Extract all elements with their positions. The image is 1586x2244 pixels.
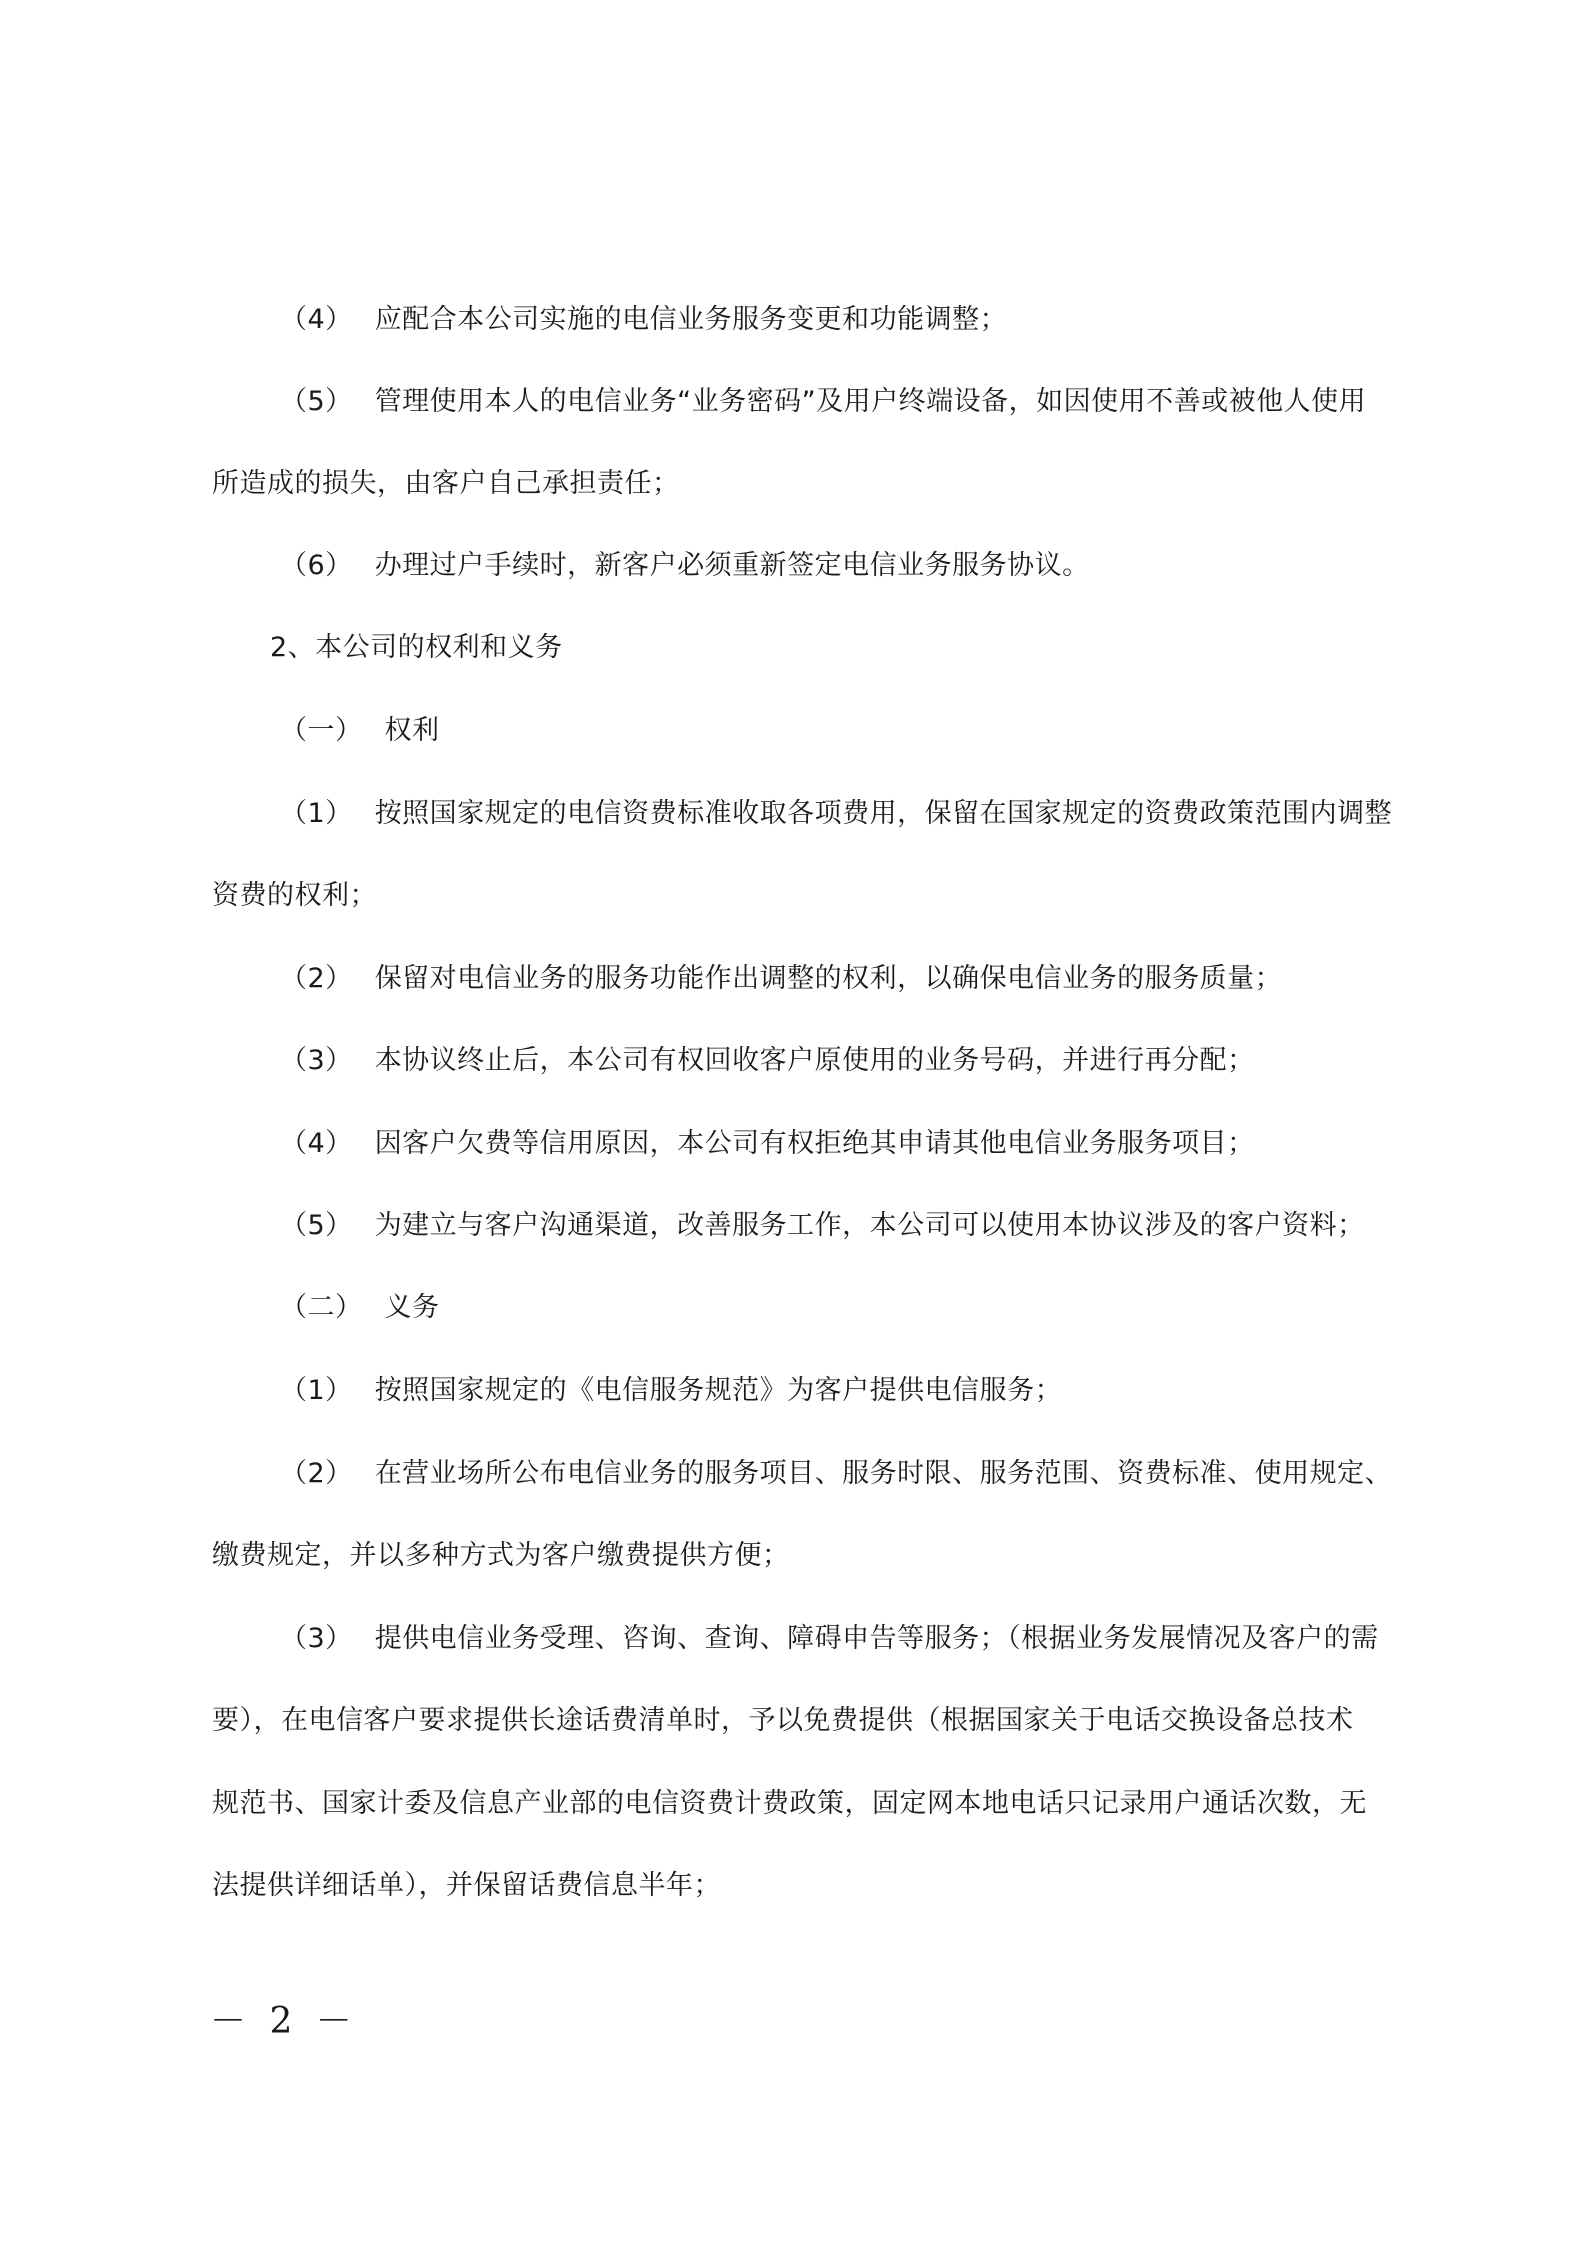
paragraph-continuation (212, 1868, 721, 1904)
paragraph-continuation (212, 1703, 1354, 1739)
item-text: 保留对电信业务的服务功能作出调整的权利，以确保电信业务的服务质量； (374, 963, 1283, 994)
item-text: 按照国家规定的电信资费标准收取各项费用，保留在国家规定的资费政策范围内调整 (374, 798, 1393, 829)
item-text: 管理使用本人的电信业务“业务密码”及用户终端设备，如因使用不善或被他人使用 (374, 386, 1367, 417)
page-number: － 2 － (210, 2001, 358, 2042)
paragraph-line (280, 1456, 1392, 1492)
item-text: 为建立与客户沟通渠道，改善服务工作，本公司可以使用本协议涉及的客户资料； (374, 1210, 1365, 1241)
item-number: （3） (280, 1623, 353, 1654)
item-number: （4） (280, 1128, 353, 1159)
item-text: 所造成的损失，由客户自己承担责任； (212, 468, 680, 499)
item-text: 提供电信业务受理、咨询、查询、障碍申告等服务；（根据业务发展情况及客户的需 (374, 1623, 1379, 1654)
item-text: 法提供详细话单），并保留话费信息半年； (212, 1870, 721, 1901)
paragraph-continuation (212, 1538, 790, 1574)
paragraph-line (280, 1126, 1255, 1162)
item-number: （1） (280, 798, 353, 829)
subsection-number: （二） (280, 1292, 363, 1323)
item-text: 因客户欠费等信用原因，本公司有权拒绝其申请其他电信业务服务项目； (374, 1128, 1255, 1159)
paragraph-continuation (212, 1786, 1367, 1822)
item-number: （5） (280, 386, 353, 417)
item-number: （2） (280, 963, 353, 994)
item-text: 在营业场所公布电信业务的服务项目、服务时限、服务范围、资费标准、使用规定、 (374, 1458, 1393, 1489)
item-text: 资费的权利； (212, 880, 377, 911)
paragraph-line (280, 796, 1392, 832)
item-number: （1） (280, 1375, 353, 1406)
paragraph-line (280, 1621, 1379, 1657)
paragraph-line (280, 1208, 1365, 1244)
paragraph-continuation (212, 466, 680, 502)
subsection-number: （一） (280, 715, 363, 746)
item-number: （2） (280, 1458, 353, 1489)
item-text: 应配合本公司实施的电信业务服务变更和功能调整； (374, 304, 1008, 335)
item-number: （4） (280, 304, 353, 335)
item-text: 办理过户手续时，新客户必须重新签定电信业务服务协议。 (374, 550, 1090, 581)
subsection-title: 权利 (384, 715, 440, 746)
paragraph-continuation (212, 878, 377, 914)
section-heading (270, 630, 563, 666)
item-number: （5） (280, 1210, 353, 1241)
item-text: 规范书、国家计委及信息产业部的电信资费计费政策，固定网本地电话只记录用户通话次数，无 (212, 1788, 1367, 1819)
item-text: 本协议终止后，本公司有权回收客户原使用的业务号码，并进行再分配； (374, 1045, 1255, 1076)
item-number: （3） (280, 1045, 353, 1076)
subsection-heading (280, 1290, 440, 1326)
item-number: （6） (280, 550, 353, 581)
section-heading-text: 2、本公司的权利和义务 (270, 632, 563, 663)
paragraph-line (280, 302, 1007, 338)
subsection-heading (280, 713, 440, 749)
item-text: 缴费规定，并以多种方式为客户缴费提供方便； (212, 1540, 790, 1571)
item-text: 要），在电信客户要求提供长途话费清单时，予以免费提供（根据国家关于电话交换设备总技术 (212, 1705, 1354, 1736)
paragraph-line (280, 384, 1366, 420)
item-text: 按照国家规定的《电信服务规范》为客户提供电信服务； (374, 1375, 1063, 1406)
paragraph-line (280, 961, 1282, 997)
subsection-title: 义务 (384, 1292, 440, 1323)
paragraph-line (280, 548, 1090, 584)
paragraph-line (280, 1373, 1062, 1409)
paragraph-line (280, 1043, 1255, 1079)
